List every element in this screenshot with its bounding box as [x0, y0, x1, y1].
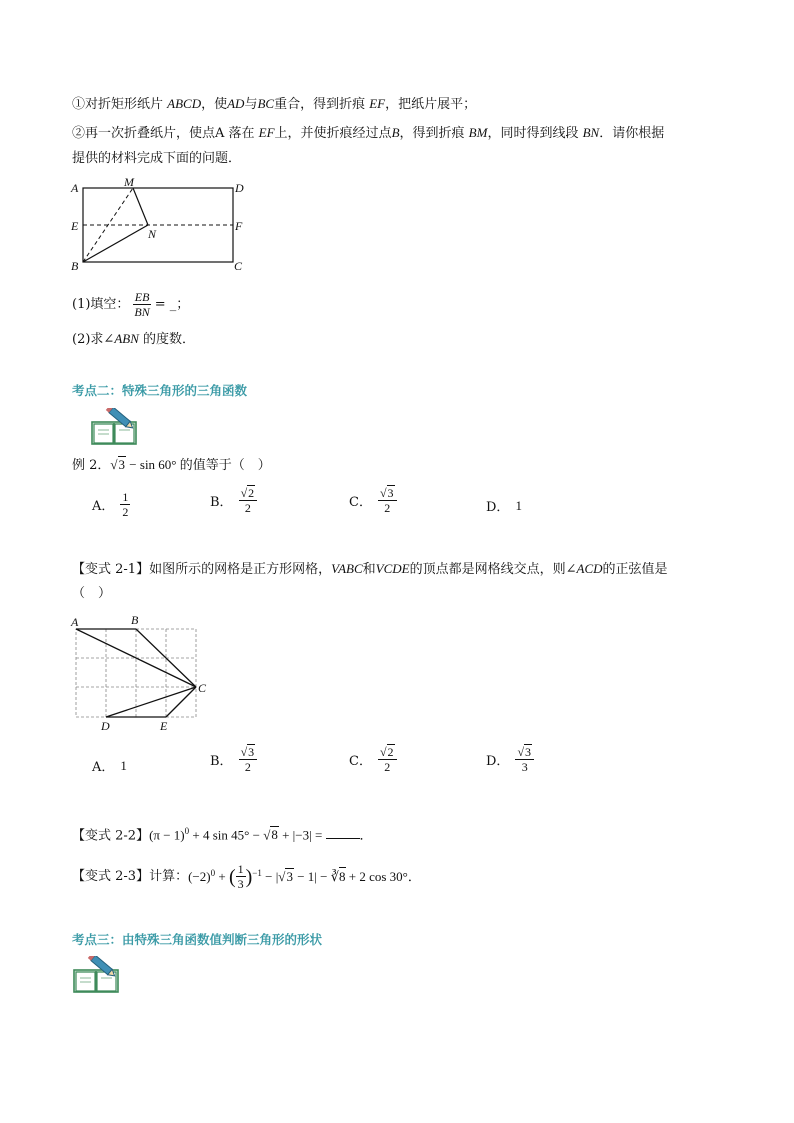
intro-step2-line2: 提供的材料完成下面的问题． [72, 151, 242, 166]
fraction-eb-bn: $\frac{EB}{BN}$ [134, 290, 150, 319]
intro-step1: ①对折矩形纸片 ABCD，使AD与BC重合，得到折痕 EF，把纸片展平； [72, 96, 477, 112]
variant21-option-d[interactable]: D． $\frac{√3}{3}$ [486, 745, 534, 774]
figure-grid-triangles [66, 612, 216, 734]
label-F: F [235, 219, 243, 233]
variant-2-3: 【变式 2-3】 计算： (−2) $^0$ + ( $\frac{1}{3}$ ) $^{-1}$ − | √3 − 1| − ∛ 8 + 2 cos 30°． [72, 862, 421, 891]
example2-option-a[interactable]: A． $\frac{1}{2}$ [92, 490, 129, 519]
label-B: B [71, 259, 79, 273]
variant-2-2: 【变式 2-2】$(\pi - 1)^0 + 4$ sin 45° − √8 + |−3| = ． [72, 826, 373, 844]
section-title-3: 考点三：由特殊三角函数值判断三角形的形状 [72, 932, 323, 947]
figure-rectangle-fold [66, 174, 256, 274]
intro-step2: ②再一次折叠纸片，使点A 落在 EF上，并使折痕经过点B，得到折痕 BM，同时得到线段 BN．请你根据 [72, 125, 665, 141]
grid-label-C: C [198, 681, 207, 695]
question-2: (2)求∠ABN 的度数． [72, 331, 196, 347]
grid-label-D: D [101, 719, 110, 733]
grid-label-E: E [160, 719, 168, 733]
grid-label-A: A [71, 615, 79, 629]
label-E: E [71, 219, 79, 233]
example2-option-c[interactable]: C． $\frac{√3}{2}$ [349, 486, 397, 515]
label-C: C [234, 259, 243, 273]
example-2: 例 2．√3 − sin 60° 的值等于（ ） [72, 457, 271, 473]
label-A: A [71, 181, 79, 195]
question-1: (1)填空： $\frac{EB}{BN}$ = _； [72, 290, 190, 319]
variant21-option-c[interactable]: C． $\frac{√2}{2}$ [349, 745, 397, 774]
variant-2-1: 【变式 2-1】如图所示的网格是正方形网格，VABC和VCDE的顶点都是网格线交点，则∠ACD的正弦值是 [72, 561, 668, 577]
grid-label-B: B [131, 613, 139, 627]
book-pencil-icon [90, 408, 138, 446]
label-D: D [235, 181, 244, 195]
book-pencil-icon [72, 956, 120, 994]
label-N: N [148, 227, 157, 241]
example2-option-b[interactable]: B． $\frac{√2}{2}$ [210, 486, 257, 515]
example2-option-d[interactable]: D． 1 [486, 497, 522, 515]
label-M: M [124, 175, 134, 189]
section-title-2: 考点二：特殊三角形的三角函数 [72, 383, 248, 398]
variant21-option-a[interactable]: A． 1 [92, 757, 127, 775]
variant21-option-b[interactable]: B． $\frac{√3}{2}$ [210, 745, 257, 774]
variant-2-1-line2: （ ） [72, 586, 112, 601]
answer-blank[interactable] [326, 826, 360, 839]
